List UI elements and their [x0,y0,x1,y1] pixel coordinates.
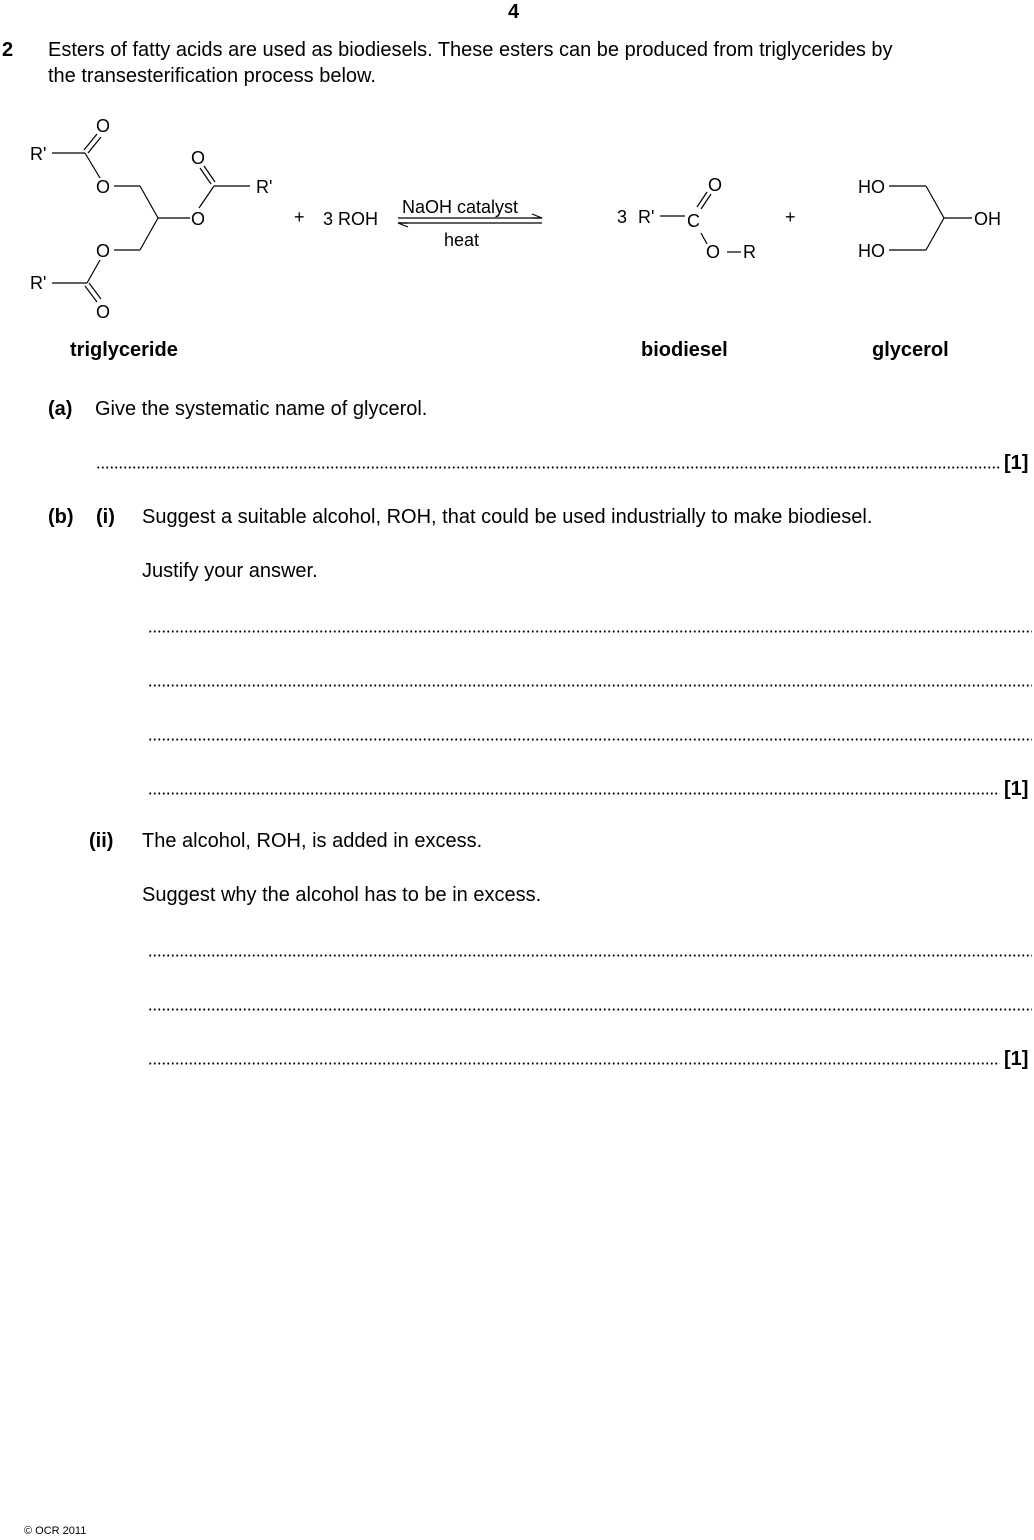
answer-line-b-i-3[interactable] [148,738,1032,741]
marks-b-ii: [1] [1004,1048,1029,1070]
tg-o-ester2: O [191,209,206,229]
reagent-roh: 3 ROH [323,209,379,229]
answer-line-b-i-4[interactable] [148,792,1000,795]
answer-line-b-ii-2[interactable] [148,1008,1032,1011]
answer-line-b-ii-3[interactable] [148,1062,1000,1065]
biodiesel-carbon: C [687,211,700,231]
part-b-label: (b) [48,506,74,528]
tg-r-mid: R' [256,177,273,197]
question-number: 2 [2,39,14,61]
biodiesel-r-prime: R' [638,207,655,227]
glycerol-oh: OH [974,209,1001,229]
part-b-i-justify: Justify your answer. [142,560,318,582]
copyright-footer: © OCR 2011 [24,1525,87,1537]
biodiesel-r: R [743,242,756,262]
tg-r-bottom: R' [30,273,47,293]
tg-o-top: O [96,116,111,136]
answer-line-b-i-2[interactable] [148,684,1032,687]
marks-a: [1] [1004,452,1029,474]
biodiesel-coefficient: 3 [617,207,628,227]
part-a-label: (a) [48,398,73,420]
part-b-ii-statement: The alcohol, ROH, is added in excess. [142,830,483,852]
answer-line-a[interactable] [96,466,1000,469]
reaction-scheme [0,0,1034,370]
part-b-ii-label: (ii) [89,830,114,852]
part-b-ii-question: Suggest why the alcohol has to be in excess. [142,884,542,906]
plus-sign-2: + [785,207,796,227]
glycerol-ho-bottom: HO [858,241,885,261]
part-b-i-question: Suggest a suitable alcohol, ROH, that could be used industrially to make biodiesel. [142,506,873,528]
label-biodiesel: biodiesel [641,339,728,361]
tg-r-top: R' [30,144,47,164]
label-glycerol: glycerol [872,339,949,361]
answer-line-b-i-1[interactable] [148,630,1032,633]
part-b-i-label: (i) [96,506,115,528]
tg-o-bottom: O [96,302,111,322]
tg-o-ester3: O [96,241,111,261]
biodiesel-o-carbonyl: O [708,175,723,195]
tg-o-mid-carbonyl: O [191,148,206,168]
marks-b-i: [1] [1004,778,1029,800]
glycerol-ho-top: HO [858,177,885,197]
part-a-question: Give the systematic name of glycerol. [95,398,428,420]
question-intro-line1: Esters of fatty acids are used as biodiesels. These esters can be produced from triglycerides by [48,39,893,61]
conditions-catalyst: NaOH catalyst [402,197,519,217]
plus-sign-1: + [294,207,305,227]
answer-line-b-ii-1[interactable] [148,954,1032,957]
conditions-heat: heat [444,230,480,250]
label-triglyceride: triglyceride [70,339,178,361]
biodiesel-o-ester: O [706,242,721,262]
tg-o-ester1: O [96,177,111,197]
question-intro-line2: the transesterification process below. [48,65,376,87]
page-number: 4 [508,1,520,23]
